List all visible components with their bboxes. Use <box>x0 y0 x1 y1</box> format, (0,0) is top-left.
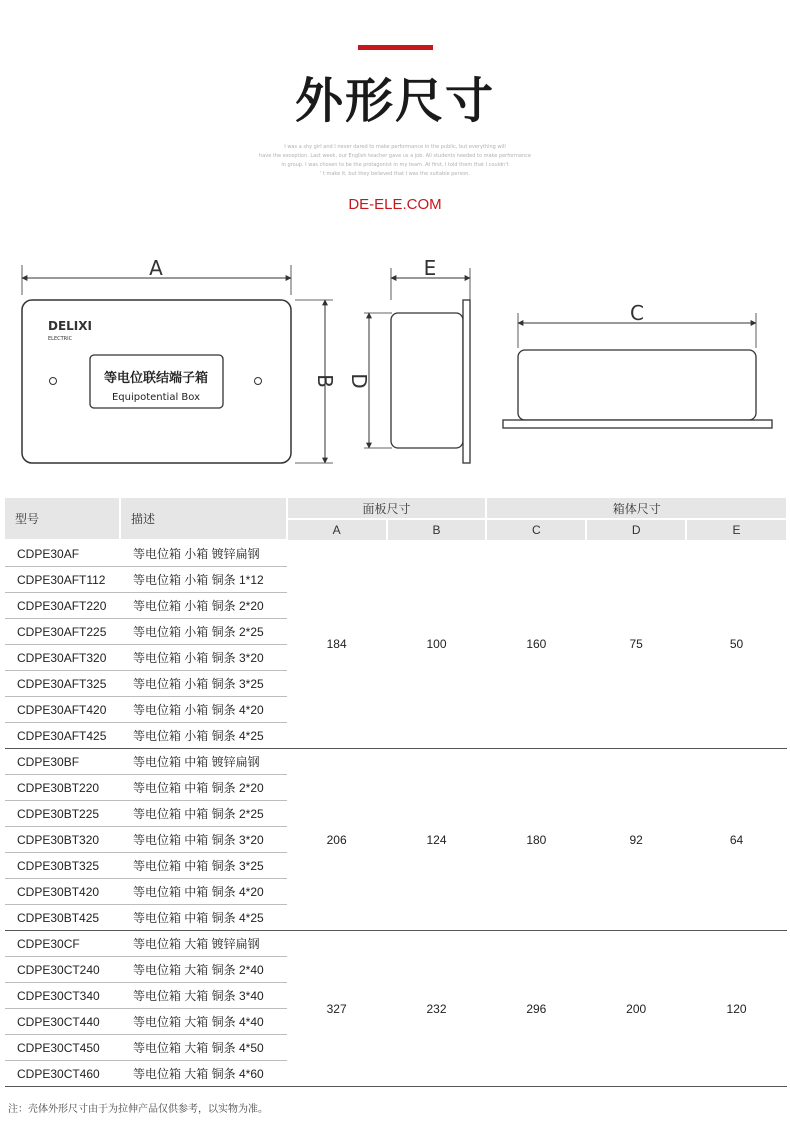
model-cell: CDPE30AFT425 <box>5 723 120 749</box>
dimension-value-cell: 206 <box>287 749 387 931</box>
desc-cell: 等电位箱 小箱 铜条 3*20 <box>120 645 287 671</box>
desc-cell: 等电位箱 小箱 铜条 2*25 <box>120 619 287 645</box>
top-view <box>503 301 772 428</box>
desc-cell: 等电位箱 大箱 铜条 4*50 <box>120 1035 287 1061</box>
box-size-header: 箱体尺寸 <box>486 498 787 519</box>
model-cell: CDPE30BF <box>5 749 120 775</box>
model-cell: CDPE30AFT325 <box>5 671 120 697</box>
sub-header-e: E <box>686 519 787 540</box>
desc-cell: 等电位箱 大箱 铜条 4*60 <box>120 1061 287 1087</box>
sub-header-c: C <box>486 519 586 540</box>
dim-a-label: A <box>149 256 163 280</box>
front-view <box>22 256 337 463</box>
model-cell: CDPE30AFT420 <box>5 697 120 723</box>
desc-cell: 等电位箱 大箱 铜条 2*40 <box>120 957 287 983</box>
desc-cell: 等电位箱 小箱 镀锌扁钢 <box>120 540 287 567</box>
website-link: DE-ELE.COM <box>348 196 442 213</box>
desc-cell: 等电位箱 大箱 镀锌扁钢 <box>120 931 287 957</box>
table-row <box>5 749 787 775</box>
footnote: 注：壳体外形尺寸由于为拉伸产品仅供参考，以实物为准。 <box>8 1104 268 1115</box>
side-view <box>347 256 470 463</box>
subtitle-line: I was a shy girl and I never dared to make performance in the public, but everything will <box>284 144 506 150</box>
desc-cell: 等电位箱 中箱 镀锌扁钢 <box>120 749 287 775</box>
dim-d-label: D <box>347 373 371 389</box>
model-cell: CDPE30BT225 <box>5 801 120 827</box>
desc-cell: 等电位箱 大箱 铜条 3*40 <box>120 983 287 1009</box>
desc-cell: 等电位箱 中箱 铜条 4*20 <box>120 879 287 905</box>
desc-cell: 等电位箱 中箱 铜条 3*25 <box>120 853 287 879</box>
model-cell: CDPE30BT220 <box>5 775 120 801</box>
dimension-value-cell: 184 <box>287 540 387 749</box>
model-cell: CDPE30CT450 <box>5 1035 120 1061</box>
subtitle-line: in group. I was chosen to be the protagonist in my team. At first, I told them that I couldn't <box>281 162 509 168</box>
desc-cell: 等电位箱 小箱 铜条 2*20 <box>120 593 287 619</box>
box-side <box>391 313 463 448</box>
dimension-value-cell: 296 <box>486 931 586 1087</box>
desc-cell: 等电位箱 小箱 铜条 1*12 <box>120 567 287 593</box>
title-accent-bar <box>358 45 433 50</box>
model-cell: CDPE30BT325 <box>5 853 120 879</box>
dimension-value-cell: 92 <box>586 749 686 931</box>
dim-c-label: C <box>630 301 644 325</box>
model-cell: CDPE30CT440 <box>5 1009 120 1035</box>
brand-logo: DELIXI <box>48 319 92 333</box>
col-model-header: 型号 <box>5 498 120 540</box>
label-cn: 等电位联结端子箱 <box>103 371 209 386</box>
subtitle-line: have the exception. Last week, our English teacher gave us a job. All students needed to make performance <box>259 153 531 159</box>
model-cell: CDPE30BT420 <box>5 879 120 905</box>
dimension-value-cell: 180 <box>486 749 586 931</box>
dimension-drawing <box>0 240 790 475</box>
dimension-value-cell: 160 <box>486 540 586 749</box>
subtitle-text <box>200 143 590 179</box>
dimension-value-cell: 50 <box>686 540 787 749</box>
subtitle-line: ' t make it, but they believed that I was the suitable person. <box>319 171 470 177</box>
dimension-value-cell: 124 <box>387 749 487 931</box>
model-cell: CDPE30CT460 <box>5 1061 120 1087</box>
model-cell: CDPE30AF <box>5 540 120 567</box>
table-row <box>5 540 787 567</box>
panel-size-header: 面板尺寸 <box>287 498 487 519</box>
model-cell: CDPE30BT425 <box>5 905 120 931</box>
model-cell: CDPE30AFT112 <box>5 567 120 593</box>
dimension-value-cell: 120 <box>686 931 787 1087</box>
box-top <box>518 350 756 420</box>
model-cell: CDPE30BT320 <box>5 827 120 853</box>
desc-cell: 等电位箱 小箱 铜条 3*25 <box>120 671 287 697</box>
brand-sub: ELECTRIC <box>48 336 73 342</box>
desc-cell: 等电位箱 小箱 铜条 4*20 <box>120 697 287 723</box>
desc-cell: 等电位箱 中箱 铜条 2*20 <box>120 775 287 801</box>
desc-cell: 等电位箱 中箱 铜条 2*25 <box>120 801 287 827</box>
dim-b-label: B <box>313 374 337 388</box>
model-cell: CDPE30CT240 <box>5 957 120 983</box>
model-cell: CDPE30AFT220 <box>5 593 120 619</box>
desc-cell: 等电位箱 中箱 铜条 4*25 <box>120 905 287 931</box>
desc-cell: 等电位箱 大箱 铜条 4*40 <box>120 1009 287 1035</box>
model-cell: CDPE30AFT320 <box>5 645 120 671</box>
desc-cell: 等电位箱 中箱 铜条 3*20 <box>120 827 287 853</box>
sub-header-d: D <box>586 519 686 540</box>
dimension-value-cell: 327 <box>287 931 387 1087</box>
sub-header-b: B <box>387 519 487 540</box>
panel-base <box>503 420 772 428</box>
model-cell: CDPE30CF <box>5 931 120 957</box>
table-body <box>5 540 787 1087</box>
dimension-value-cell: 232 <box>387 931 487 1087</box>
dimension-value-cell: 64 <box>686 749 787 931</box>
desc-cell: 等电位箱 小箱 铜条 4*25 <box>120 723 287 749</box>
dimension-value-cell: 100 <box>387 540 487 749</box>
label-en: Equipotential Box <box>111 392 201 403</box>
page-title: 外形尺寸 <box>294 73 495 129</box>
sub-header-a: A <box>287 519 387 540</box>
table-row <box>5 931 787 957</box>
model-cell: CDPE30CT340 <box>5 983 120 1009</box>
dimension-value-cell: 75 <box>586 540 686 749</box>
dimension-value-cell: 200 <box>586 931 686 1087</box>
dimensions-table <box>5 498 788 1087</box>
dim-e-label: E <box>423 256 437 280</box>
model-cell: CDPE30AFT225 <box>5 619 120 645</box>
panel-edge <box>463 300 470 463</box>
col-desc-header: 描述 <box>120 498 287 540</box>
